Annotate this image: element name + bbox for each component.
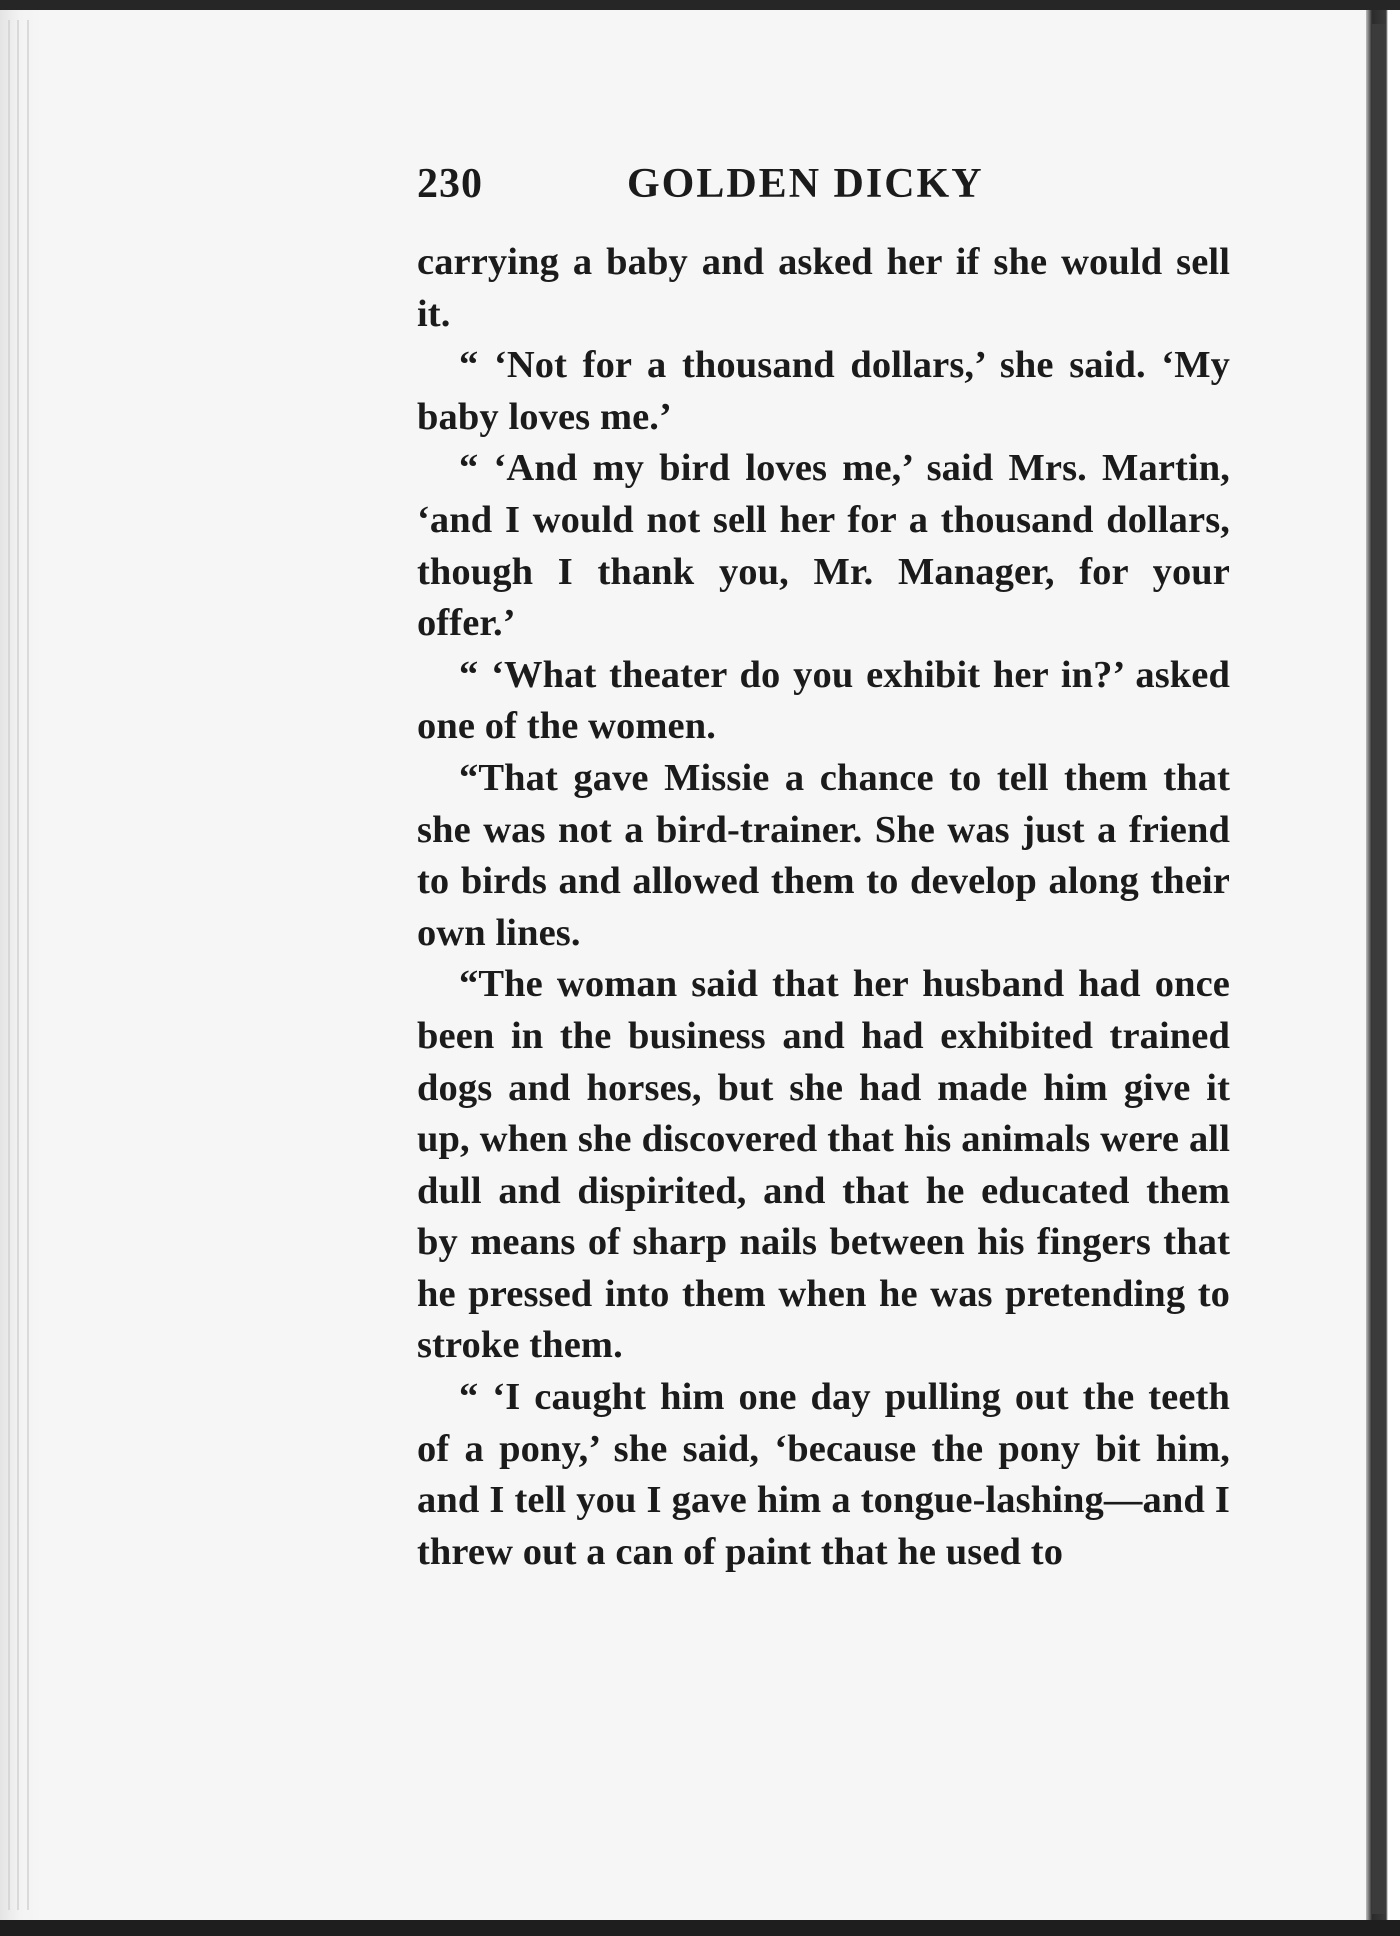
scan-top-border xyxy=(0,0,1400,10)
paragraph: “ ‘And my bird loves me,’ said Mrs. Martin, ‘and I would not sell her for a thousand dollars, though I thank you, Mr. Manager, for your offer.’ xyxy=(417,447,1230,645)
book-title: GOLDEN DICKY xyxy=(627,161,984,207)
page-left-edge xyxy=(0,0,44,1936)
paragraph: “ ‘I caught him one day pulling out the teeth of a pony,’ she said, ‘because the pony bit him, and I tell you I gave him a tongue-lashing—and I threw out a can of paint that he used to xyxy=(417,1376,1230,1573)
page-edge-streak xyxy=(17,20,19,1910)
page-number: 230 xyxy=(417,161,483,207)
book-spine-edge xyxy=(1366,0,1400,1936)
scan-bottom-border xyxy=(0,1920,1400,1936)
page-edge-streak xyxy=(27,20,29,1910)
running-head xyxy=(417,160,1077,210)
paragraph: “ ‘What theater do you exhibit her in?’ asked one of the women. xyxy=(417,653,1230,748)
book-cover-edge xyxy=(1372,24,1386,1914)
paragraph: “That gave Missie a chance to tell them that she was not a bird-trainer. She was just a friend to birds and allowed them to develop along their own lines. xyxy=(417,756,1230,954)
body-text xyxy=(417,237,1230,1578)
paragraph: “The woman said that her husband had once been in the business and had exhibited trained dogs and horses, but she had made him give it up, when she discovered that his animals were all dull and dispirited, and that he educated them by means of sharp nails between his fingers that he pressed into them when he was pretending to stroke them. xyxy=(417,963,1230,1367)
page-edge-streak xyxy=(8,20,10,1910)
paragraph: “ ‘Not for a thousand dollars,’ she said. ‘My baby loves me.’ xyxy=(417,344,1230,438)
paragraph: carrying a baby and asked her if she would sell it. xyxy=(417,241,1230,335)
